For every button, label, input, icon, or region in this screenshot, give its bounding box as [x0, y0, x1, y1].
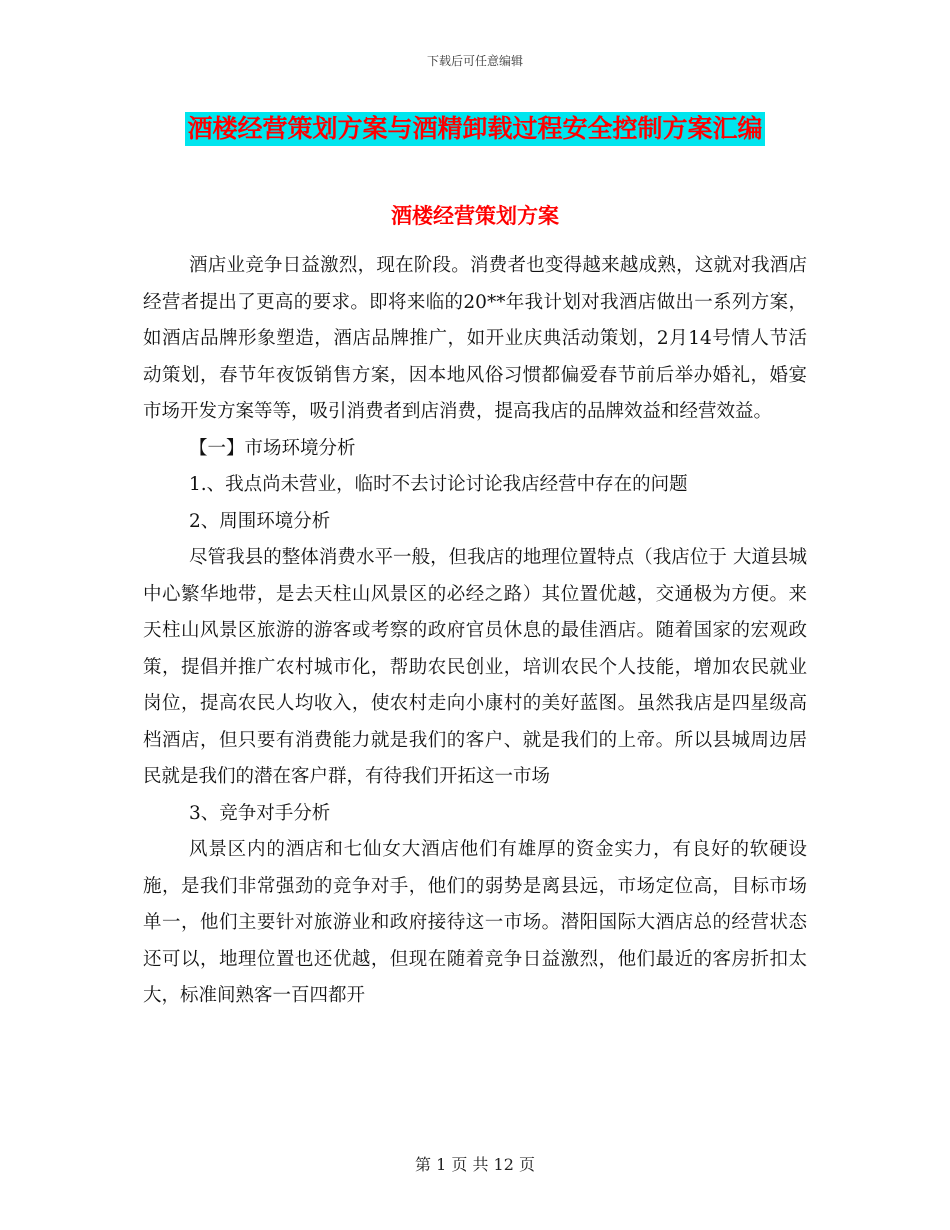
paragraph-environment: 尽管我县的整体消费水平一般，但我店的地理位置特点（我店位于 大道县城中心繁华地带，是去天柱山风景区的必经之路）其位置优越，交通极为方便。来天柱山风景区旅游的游客或考察的政府官员休息的最佳酒店。随着国家的宏观政策，提倡并推广农村城市化，帮助农民创业，培训农民个人技能，增加农民就业岗位，提高农民人均收入，使农村走向小康村的美好蓝图。虽然我店是四星级高档酒店，但只要有消费能力就是我们的客户、就是我们的上帝。所以县城周边居民就是我们的潜在客户群，有待我们开拓这一市场: [143, 547, 807, 787]
item-3: 3、竞争对手分析: [189, 802, 331, 824]
page-footer: 第 1 页 共 12 页: [415, 1155, 535, 1174]
paragraph-intro: 酒店业竞争日益激烈，现在阶段。消费者也变得越来越成熟，这就对我酒店经营者提出了更高的要求。即将来临的20**年我计划对我酒店做出一系列方案，如酒店品牌形象塑造，酒店品牌推广，如开业庆典活动策划，2月14号情人节活动策划，春节年夜饭销售方案，因本地风俗习惯都偏爱春节前后举办婚礼，婚宴市场开发方案等等，吸引消费者到店消费，提高我店的品牌效益和经营效益。: [143, 255, 807, 422]
paragraph-competitors: 风景区内的酒店和七仙女大酒店他们有雄厚的资金实力，有良好的软硬设施，是我们非常强劲的竞争对手，他们的弱势是离县远，市场定位高，目标市场单一，他们主要针对旅游业和政府接待这一市场。潜阳国际大酒店总的经营状态还可以，地理位置也还优越，但现在随着竞争日益激烈，他们最近的客房折扣太大，标准间熟客一百四都开: [143, 839, 807, 1006]
item-1: 1.、我点尚未营业，临时不去讨论讨论我店经营中存在的问题: [189, 474, 688, 495]
item-2: 2、周围环境分析: [189, 510, 331, 532]
document-body: [143, 248, 807, 1015]
main-title-wrap: [0, 112, 950, 146]
header-note: 下载后可任意编辑: [426, 54, 523, 68]
main-title: 酒楼经营策划方案与酒精卸载过程安全控制方案汇编: [185, 112, 764, 146]
section-title: 酒楼经营策划方案: [391, 204, 559, 228]
heading-market-analysis: 【一】市场环境分析: [189, 437, 356, 459]
